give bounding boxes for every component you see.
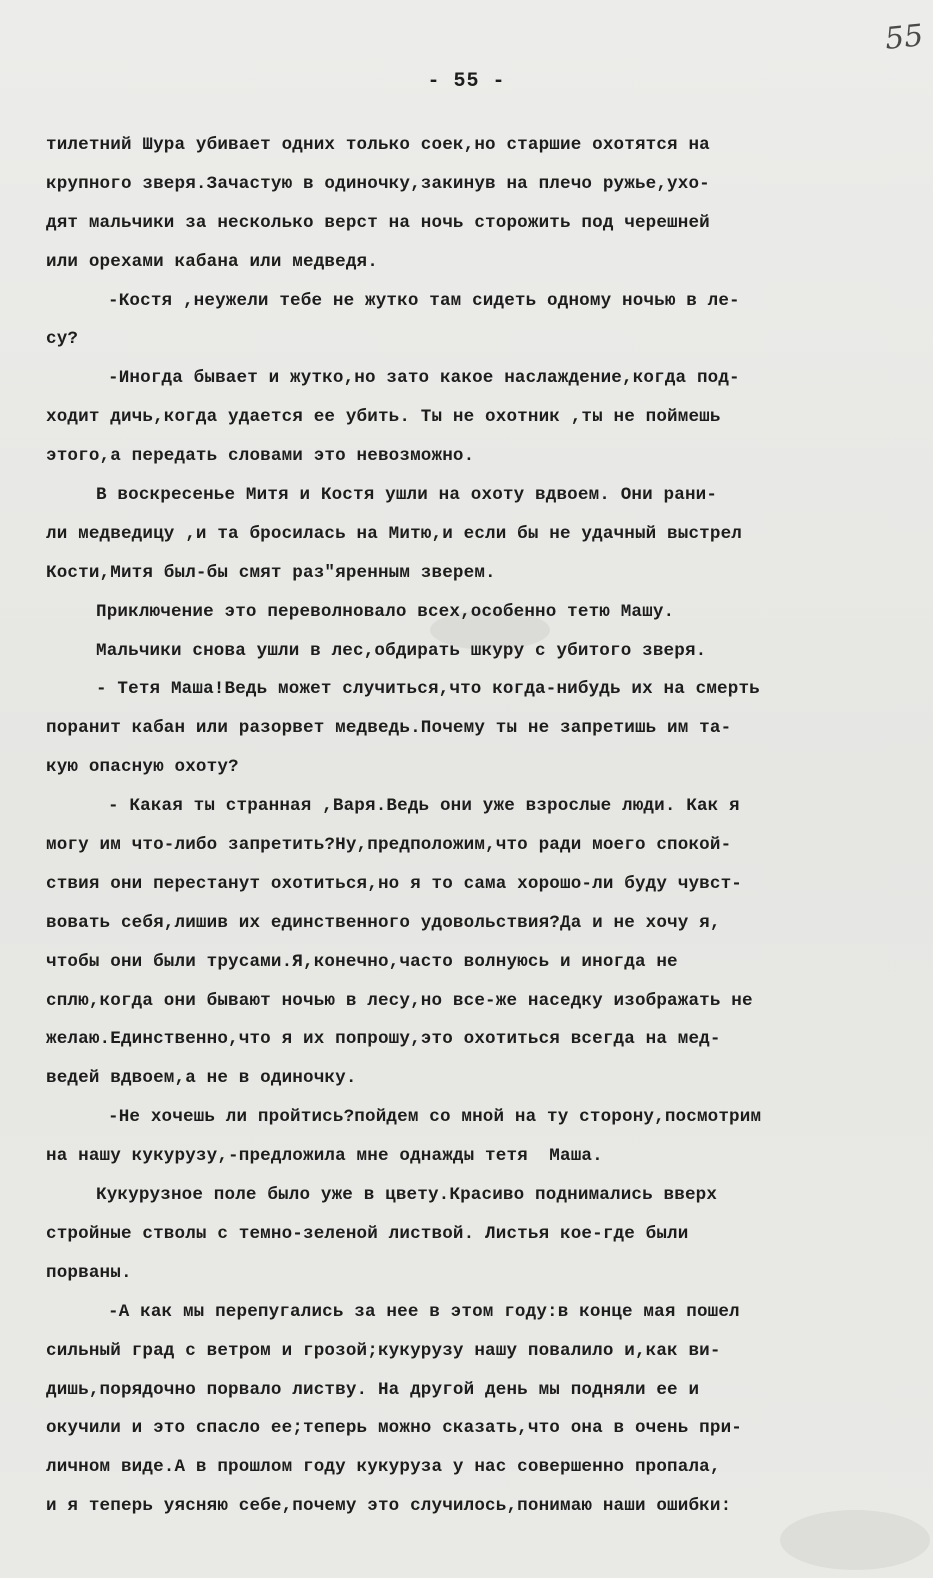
text-line: -А как мы перепугались за нее в этом году:в конце мая пошел — [108, 1301, 740, 1322]
text-line: поранит кабан или разорвет медведь.Почему ты не запретишь им та- — [46, 718, 732, 739]
text-line: желаю.Единственно,что я их попрошу,это охотиться всегда на мед- — [46, 1029, 721, 1050]
text-line: сильный град с ветром и грозой;кукурузу нашу повалило и,как ви- — [46, 1340, 721, 1361]
text-line: Мальчики снова ушли в лес,обдирать шкуру с убитого зверя. — [96, 640, 707, 661]
text-line: на нашу кукурузу,-предложила мне однажды тетя Маша. — [46, 1146, 603, 1167]
text-line: ведей вдвоем,а не в одиночку. — [46, 1068, 357, 1089]
typewritten-text — [46, 126, 896, 1526]
text-line: крупного зверя.Зачастую в одиночку,закинув на плечо ружье,ухо- — [46, 173, 710, 194]
text-line: порваны. — [46, 1262, 132, 1283]
text-line: -Иногда бывает и жутко,но зато какое наслаждение,когда под- — [108, 368, 740, 389]
text-line: тилетний Шура убивает одних только соек,но старшие охотятся на — [46, 135, 710, 155]
text-line: дят мальчики за несколько верст на ночь сторожить под черешней — [46, 212, 710, 233]
text-line: могу им что-либо запретить?Ну,предположим,что ради моего спокой- — [46, 835, 732, 856]
text-line: В воскресенье Митя и Костя ушли на охоту вдвоем. Они рани- — [96, 485, 718, 506]
text-line: Приключение это переволновало всех,особенно тетю Машу. — [96, 601, 675, 622]
text-line: -Не хочешь ли пройтись?пойдем со мной на ту сторону,посмотрим — [108, 1107, 762, 1128]
text-line: дишь,порядочно порвало листву. На другой день мы подняли ее и — [46, 1379, 700, 1400]
text-line: вовать себя,лишив их единственного удовольствия?Да и не хочу я, — [46, 912, 721, 933]
handwritten-page-number: 55 — [883, 18, 925, 57]
text-line: и я теперь уясняю себе,почему это случилось,понимаю наши ошибки: — [46, 1496, 732, 1517]
text-line: - Тетя Маша!Ведь может случиться,что когда-нибудь их на смерть — [96, 679, 760, 700]
text-line: ходит дичь,когда удается ее убить. Ты не охотник ,ты не поймешь — [46, 407, 721, 428]
text-line: этого,а передать словами это невозможно. — [46, 446, 475, 467]
text-line: чтобы они были трусами.Я,конечно,часто волнуюсь и иногда не — [46, 951, 678, 972]
text-line: Кукурузное поле было уже в цвету.Красиво поднимались вверх — [96, 1185, 718, 1206]
text-line: или орехами кабана или медведя. — [46, 251, 378, 272]
text-line: кую опасную охоту? — [46, 757, 239, 778]
text-line: ли медведицу ,и та бросилась на Митю,и если бы не удачный выстрел — [46, 523, 743, 544]
text-line: - Какая ты странная ,Варя.Ведь они уже взрослые люди. Как я — [108, 796, 740, 817]
text-line: -Костя ,неужели тебе не жутко там сидеть одному ночью в ле- — [108, 290, 740, 311]
text-line: су? — [46, 329, 79, 350]
page-number: - 55 - — [427, 70, 506, 93]
text-line: стройные стволы с темно-зеленой листвой. Листья кое-где были — [46, 1223, 689, 1244]
text-line: ствия они перестанут охотиться,но я то сама хорошо-ли буду чувст- — [46, 873, 743, 894]
text-line: сплю,когда они бывают ночью в лесу,но все-же наседку изображать не — [46, 990, 753, 1011]
text-line: Кости,Митя был-бы смят раз"яренным зверем. — [46, 562, 496, 583]
text-line: окучили и это спасло ее;теперь можно сказать,что она в очень при- — [46, 1418, 743, 1439]
text-line: личном виде.А в прошлом году кукуруза у нас совершенно пропала, — [46, 1457, 721, 1478]
